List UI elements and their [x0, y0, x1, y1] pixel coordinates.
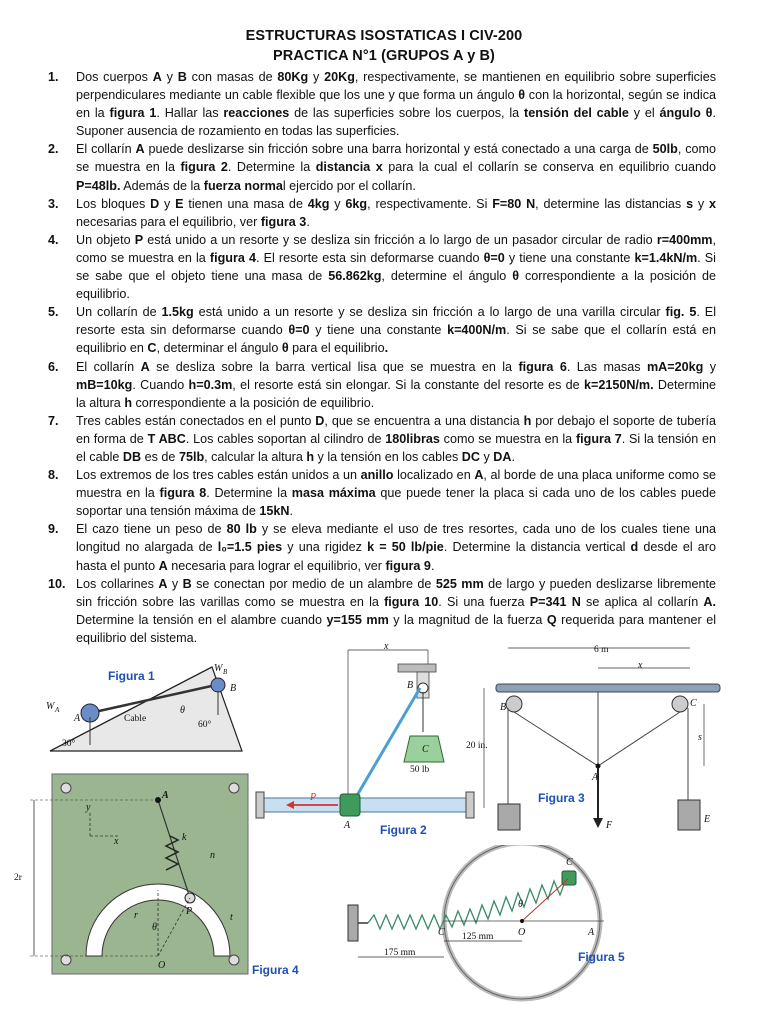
problem-text-run: θ — [281, 341, 289, 356]
problem-text-run: figura 3 — [260, 214, 307, 229]
label-span: 6 m — [594, 645, 609, 655]
label-x: x — [384, 641, 389, 652]
problem-text-run: A — [140, 359, 150, 374]
problem-text-run: . Hallar las — [156, 106, 224, 121]
problem-text-run: DC — [461, 449, 480, 464]
label-theta: θ — [180, 705, 185, 716]
label-r: r — [134, 910, 138, 921]
problem-text-run: l₀=1.5 pies — [217, 540, 283, 555]
problem-text-run: , calcular la altura — [204, 449, 307, 464]
problem-text-run: Tres cables están conectados en el punto — [76, 413, 316, 428]
problem-text-run: tensión del cable — [524, 106, 629, 121]
problem-text-run: Determine la altura — [76, 377, 717, 410]
label-125mm: 125 mm — [462, 932, 494, 942]
problem-number: 7. — [48, 413, 59, 428]
problem-text-run: está unido a un resorte y se desliza sin fricción a lo largo de una varilla circular — [193, 305, 666, 320]
problem-text-run: . Los cables soportan al cilindro de — [185, 431, 386, 446]
problem-text-run: . Suponer ausencia de rozamiento en todas las superficies. — [76, 106, 716, 139]
problem-text-run: Q — [546, 612, 557, 627]
problem-item — [48, 68, 716, 140]
label-wb-sub: B — [223, 668, 228, 676]
problem-text-run: anillo — [360, 468, 394, 483]
label-b: B — [407, 680, 414, 691]
problem-text-run: está unido a un resorte y se desliza sin fricción a lo largo de un pasador circular de radio — [143, 232, 657, 247]
problem-text-run: . El resorte esta sin deformarse cuando — [256, 250, 484, 265]
label-s: s — [698, 732, 702, 743]
figure-3-caption: Figura 3 — [538, 791, 585, 805]
problem-text-run: mA=20kg — [646, 359, 704, 374]
problem-text-run: 80Kg — [277, 70, 309, 84]
label-height: 20 in. — [466, 741, 488, 751]
problem-text-run: . Si se sabe que el collarín está en equilibrio en — [76, 323, 716, 356]
problem-text-run: se aplica al collarín — [580, 594, 704, 609]
problem-text-run: , que se encuentra a una distancia — [324, 413, 524, 428]
label-c-top: C — [566, 857, 573, 868]
problem-text-run: 1.5kg — [161, 305, 194, 320]
problem-text-run: de largo y pueden deslizarse libremente sin fricción sobre las varillas como se muestra en la — [76, 576, 716, 609]
problem-text-run: y la tensión en los cables — [314, 449, 462, 464]
problem-text-run: y una rigidez — [282, 540, 368, 555]
label-theta: θ — [152, 922, 157, 933]
figure-5 — [340, 845, 640, 1005]
problem-text-run: k=2150N/m. — [583, 377, 654, 392]
label-c: C — [690, 698, 697, 709]
label-c: C — [422, 744, 429, 755]
body-b — [211, 678, 225, 692]
problem-number: 9. — [48, 522, 59, 537]
problem-item — [48, 231, 716, 303]
problem-number: 10. — [48, 576, 66, 591]
problem-text-run: figura 1 — [109, 106, 157, 121]
problem-text-run: figura 7 — [575, 431, 622, 446]
label-a: A — [344, 820, 351, 831]
problem-number: 8. — [48, 468, 59, 483]
problem-text-run: A. — [703, 594, 716, 609]
page-title-line1: ESTRUCTURAS ISOSTATICAS I CIV-200 — [245, 28, 523, 44]
label-t: t — [230, 912, 233, 923]
figure-1-caption: Figura 1 — [108, 669, 155, 683]
problem-text-run: 180libras — [385, 431, 440, 446]
problem-text-run: . — [289, 504, 294, 519]
problem-text-run: y — [167, 576, 183, 591]
problem-text-run: B — [177, 70, 187, 84]
problem-number: 1. — [48, 70, 59, 84]
problem-text-run: y — [159, 196, 176, 211]
block-d — [498, 804, 520, 830]
problem-item — [48, 195, 716, 231]
problem-text-run: figura 4 — [209, 250, 257, 265]
problem-text-run: distancia x — [315, 160, 383, 175]
problem-text-run: θ — [518, 88, 526, 103]
problem-text-run: Los bloques — [76, 196, 151, 211]
label-a: A — [592, 772, 599, 783]
problem-text-run: DB — [122, 449, 142, 464]
label-a: A — [162, 790, 169, 801]
block-e — [678, 800, 700, 830]
problem-text-run: Un objeto — [76, 232, 135, 247]
label-weight: 50 lb — [410, 765, 430, 775]
problem-text-run: 6kg — [345, 196, 368, 211]
problem-text-run: y=155 mm — [326, 612, 389, 627]
problem-item — [48, 412, 716, 466]
problem-text-run: k = 50 lb/pie — [367, 540, 444, 555]
ceiling-beam — [496, 684, 720, 692]
problem-text-run: . Las masas — [566, 359, 647, 374]
problem-text-run: con masas de — [186, 70, 278, 84]
problem-text-run: . Si una fuerza — [438, 594, 530, 609]
label-k: k — [182, 832, 187, 843]
problem-text-run: . Si la tensión en el cable — [76, 431, 716, 464]
label-p: P — [186, 906, 193, 917]
problem-text-run: A — [474, 468, 484, 483]
label-o: O — [158, 960, 166, 971]
problem-text-run: , respectivamente, se mantienen en equilibrio sobre superficies perpendiculares mediante un cable flexible que los une y que forma un ángulo — [76, 70, 717, 103]
label-theta: θ — [518, 899, 523, 910]
problem-text-run: El cazo tiene un peso de — [76, 522, 227, 537]
problem-text-run: h=0.3m — [188, 377, 233, 392]
problem-text-run: . Determine la — [227, 160, 316, 175]
problem-text-run: x — [709, 196, 717, 211]
problem-text-run: y — [703, 359, 716, 374]
problem-number: 2. — [48, 142, 59, 157]
problem-text-run: A — [158, 576, 168, 591]
problem-text-run: D — [150, 196, 160, 211]
problem-text-run: Dos cuerpos — [76, 70, 153, 84]
problem-text-run: para el equilibrio — [288, 341, 385, 356]
label-b: B — [230, 683, 237, 694]
label-2r: 2r — [14, 873, 22, 883]
problem-text-run: y la magnitud de la fuerza — [388, 612, 547, 627]
problem-text-run: d — [630, 540, 639, 555]
problem-text-run: tienen una masa de — [183, 196, 308, 211]
problem-text-run: A — [158, 558, 168, 573]
problem-text-run: y — [693, 196, 710, 211]
problem-text-run: A — [135, 142, 145, 157]
problem-item — [48, 140, 716, 194]
problem-text-run: . — [306, 214, 310, 229]
problem-text-run: Un collarín de — [76, 305, 162, 320]
problem-text-run: requerida para mantener el equilibrio del sistema. — [76, 612, 717, 645]
problem-text-run: El collarín — [76, 359, 141, 374]
problem-text-run: necesaria para lograr el equilibrio, ver — [167, 558, 386, 573]
problem-text-run: 20Kg — [324, 70, 355, 84]
problem-text-run: , al borde de una placa uniforme como se muestra en la — [76, 468, 716, 501]
problem-item — [48, 358, 716, 412]
label-x: x — [638, 660, 643, 671]
problem-text-run: , respectivamente. Si — [367, 196, 493, 211]
problem-item — [48, 520, 716, 574]
label-wb: W — [214, 663, 223, 674]
problem-text-run: con la horizontal, según se indica en la — [76, 88, 716, 121]
problem-text-run: 15kN — [259, 504, 290, 519]
problem-text-run: se conectan por medio de un alambre de — [191, 576, 436, 591]
problem-text-run: θ=0 — [483, 250, 505, 265]
problem-text-run: es de — [141, 449, 179, 464]
problem-text-run: reacciones — [223, 106, 290, 121]
problem-text-run: B — [182, 576, 192, 591]
problem-text-run: figura 6 — [518, 359, 567, 374]
problem-text-run: 4kg — [307, 196, 330, 211]
problem-text-run: 80 lb — [226, 522, 257, 537]
problem-text-run: mB=10kg — [76, 377, 133, 392]
problem-text-run: 56.862kg — [328, 269, 382, 284]
label-e: E — [704, 814, 711, 825]
label-30deg: 30° — [62, 739, 76, 749]
problem-text-run: masa máxima — [291, 486, 376, 501]
problem-text-run: . Cuando — [132, 377, 189, 392]
problem-text-run: E — [175, 196, 184, 211]
problem-text-run: k=1.4kN/m — [634, 250, 698, 265]
label-n: n — [210, 850, 215, 861]
page-title-line2: PRACTICA N°1 (GRUPOS A y B) — [273, 48, 495, 64]
problem-text-run: se desliza sobre la barra vertical lisa que se muestra en la — [149, 359, 519, 374]
problem-text-run: l ejercido por el collarín. — [282, 178, 416, 193]
label-wa-sub: A — [55, 706, 60, 714]
problem-text-run: r=400mm — [656, 232, 713, 247]
problem-number: 3. — [48, 196, 59, 211]
problem-text-run: ángulo θ — [659, 106, 713, 121]
problem-text-run: por debajo el soporte de tubería en forma de — [76, 413, 716, 446]
label-a: A — [588, 927, 595, 938]
problem-text-run: figura 2 — [180, 160, 228, 175]
problem-text-run: , el resorte está sin elongar. Si la constante del resorte es de — [232, 377, 584, 392]
problem-text-run: fig. 5 — [665, 305, 697, 320]
label-c: C — [438, 927, 445, 938]
problem-text-run: figura 10 — [384, 594, 439, 609]
figure-1 — [40, 655, 252, 760]
label-a: A — [74, 713, 81, 724]
figure-2 — [252, 640, 492, 840]
problem-text-run: Los collarines — [76, 576, 159, 591]
problem-item — [48, 303, 716, 357]
figure-2-caption: Figura 2 — [380, 823, 427, 837]
problem-text-run: figura 8 — [159, 486, 207, 501]
problem-text-run: Además de la — [120, 178, 204, 193]
problem-text-run: P=48lb. — [76, 178, 121, 193]
problem-text-run: y el — [628, 106, 660, 121]
problem-text-run: k=400N/m — [447, 323, 507, 338]
problem-text-run: P — [134, 232, 144, 247]
problem-text-run: y tiene una constante — [504, 250, 635, 265]
problem-text-run: D — [315, 413, 325, 428]
problem-text-run: y tiene una constante — [309, 323, 448, 338]
label-60deg: 60° — [198, 720, 212, 730]
problem-text-run: P=341 N — [529, 594, 581, 609]
problem-number: 4. — [48, 232, 59, 247]
problem-text-run: , como se muestra en la — [76, 232, 716, 265]
figure-3 — [494, 640, 726, 840]
problem-text-run: y — [479, 449, 494, 464]
figure-5-caption: Figura 5 — [578, 950, 625, 964]
problem-text-run: El collarín — [76, 142, 136, 157]
problem-text-run: y — [308, 70, 325, 84]
label-o: O — [518, 927, 526, 938]
problem-text-run: . — [384, 341, 389, 356]
problem-item — [48, 575, 716, 647]
problem-text-run: necesarias para el equilibrio, ver — [76, 214, 261, 229]
problem-text-run: C — [147, 341, 157, 356]
problem-text-run: que puede tener la placa si cada uno de los cables puede soportar una tensión máxima de — [76, 486, 716, 519]
problem-text-run: , como se muestra en la — [76, 142, 716, 175]
problem-list — [48, 68, 716, 647]
label-b: B — [500, 702, 507, 713]
problem-item — [48, 466, 716, 520]
problem-text-run: desde el aro hasta el punto — [76, 540, 717, 573]
problem-text-run: puede deslizarse sin fricción sobre una barra horizontal y está conectado a una carga de — [144, 142, 653, 157]
problem-text-run: θ=0 — [288, 323, 310, 338]
problem-text-run: y — [329, 196, 346, 211]
problem-text-run: T ABC — [147, 431, 186, 446]
pulley-c — [672, 696, 688, 712]
label-p: P — [310, 792, 317, 803]
problem-text-run: . El resorte esta sin deformarse cuando — [76, 305, 717, 338]
problem-text-run: , determine las distancias — [535, 196, 687, 211]
problem-text-run: DA — [493, 449, 512, 464]
problem-text-run: h — [124, 395, 133, 410]
problem-text-run: . — [511, 449, 515, 464]
spring — [368, 879, 566, 929]
problem-text-run: de las superficies sobre los cuerpos, la — [289, 106, 525, 121]
problem-number: 6. — [48, 359, 59, 374]
problem-text-run: 75lb — [178, 449, 205, 464]
problem-text-run: correspondiente a la posición de equilibrio. — [76, 269, 716, 302]
problem-text-run: 50lb — [652, 142, 678, 157]
problem-text-run: h — [306, 449, 315, 464]
wall-support — [348, 905, 358, 941]
label-y: y — [86, 802, 91, 813]
problem-text-run: . Si se sabe que el objeto tiene una masa de — [76, 250, 716, 284]
problem-text-run: 525 mm — [435, 576, 484, 591]
label-wa: W — [46, 701, 55, 712]
problem-text-run: F=80 N — [492, 196, 536, 211]
problem-text-run: Determine la tensión en el alambre cuando — [76, 612, 327, 627]
problem-text-run: . — [430, 558, 435, 573]
problem-text-run: , determine el ángulo — [381, 269, 513, 284]
problem-text-run: h — [523, 413, 532, 428]
problem-text-run: como se muestra en la — [439, 431, 576, 446]
problem-text-run: localizado en — [393, 468, 475, 483]
problem-text-run: . Determine la distancia vertical — [443, 540, 631, 555]
label-175mm: 175 mm — [384, 948, 416, 958]
label-x: x — [114, 836, 119, 847]
problem-text-run: para la cual el collarín se conserva en equilibrio cuando — [382, 160, 716, 175]
collar-a — [340, 794, 360, 816]
problem-text-run: , determinar el ángulo — [156, 341, 282, 356]
problem-text-run: A — [152, 70, 162, 84]
problem-text-run: . Determine la — [206, 486, 292, 501]
problem-number: 5. — [48, 305, 59, 320]
problem-text-run: y — [161, 70, 178, 84]
problem-text-run: fuerza norma — [203, 178, 283, 193]
problem-text-run: correspondiente a la posición de equilibrio. — [132, 395, 375, 410]
label-f: F — [606, 820, 613, 831]
label-cable: Cable — [124, 714, 147, 724]
ceiling-mount — [398, 664, 436, 672]
problem-text-run: Los extremos de los tres cables están unidos a un — [76, 468, 361, 483]
problem-text-run: s — [686, 196, 694, 211]
figure-4-caption: Figura 4 — [252, 963, 299, 977]
problem-text-run: y se eleva mediante el uso de tres resortes, cada uno de los cuales tiene una longitud no alargada de — [76, 522, 717, 555]
problem-text-run: figura 9 — [385, 558, 431, 573]
problem-text-run: θ — [512, 269, 520, 284]
